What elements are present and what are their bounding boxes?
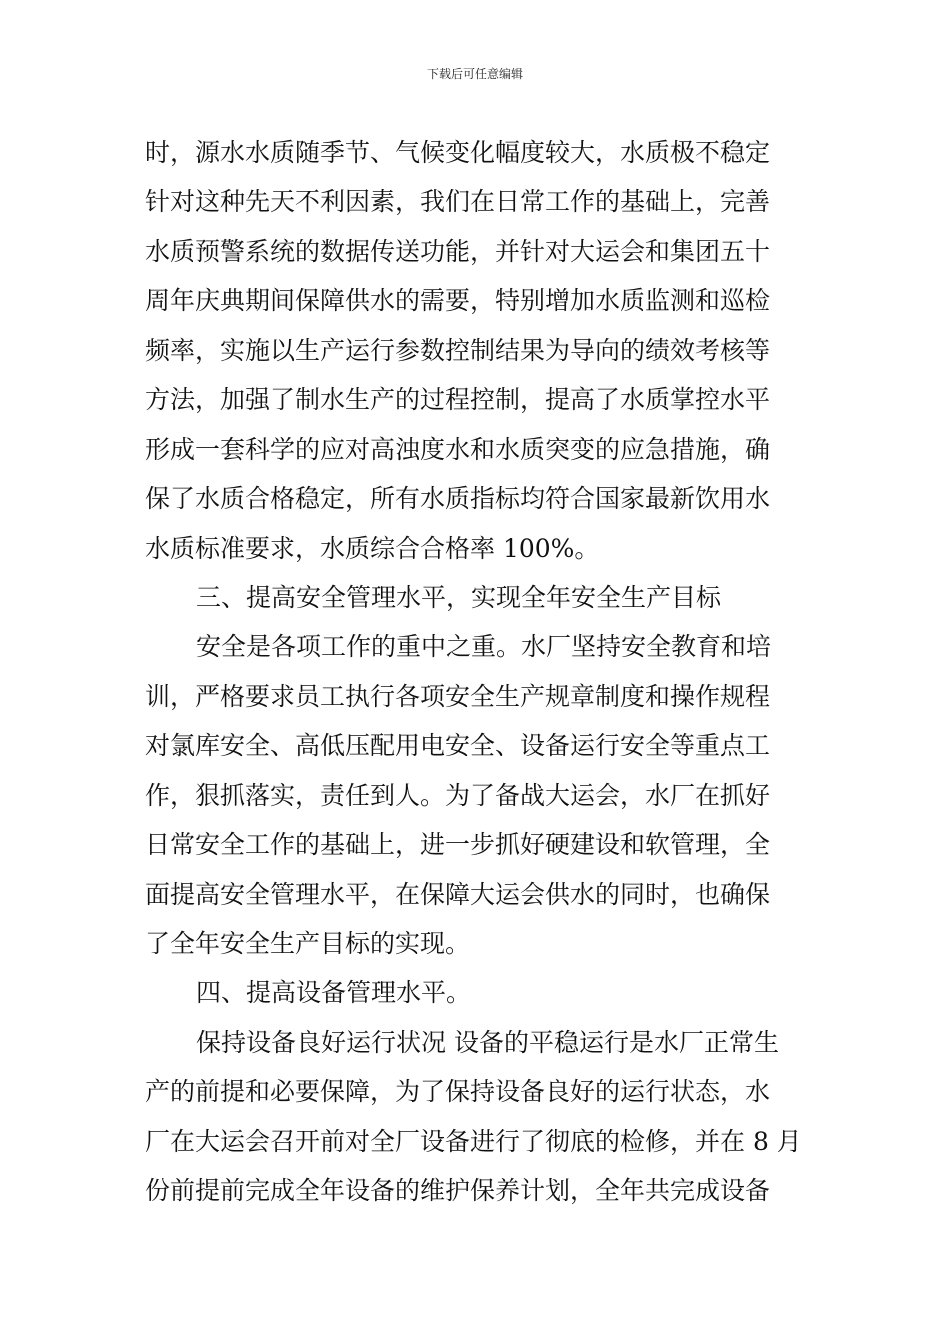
text-line: 方法，加强了制水生产的过程控制，提高了水质掌控水平 (145, 385, 771, 415)
text-line: 日常安全工作的基础上，进一步抓好硬建设和软管理，全 (145, 830, 771, 860)
text-line: 周年庆典期间保障供水的需要，特别增加水质监测和巡检 (145, 286, 771, 316)
section-heading: 三、提高安全管理水平，实现全年安全生产目标 (196, 582, 722, 612)
paragraph-first-line: 保持设备良好运行状况 设备的平稳运行是水厂正常生 (196, 1027, 779, 1057)
text-line: 作，狠抓落实，责任到人。为了备战大运会，水厂在抓好 (145, 780, 771, 810)
text-line: 训，严格要求员工执行各项安全生产规章制度和操作规程 (145, 681, 771, 711)
text-line: 份前提前完成全年设备的维护保养计划，全年共完成设备 (145, 1176, 771, 1206)
text-line: 面提高安全管理水平，在保障大运会供水的同时，也确保 (145, 879, 771, 909)
page-header: 下载后可任意编辑 (426, 67, 523, 81)
text-line: 水质预警系统的数据传送功能，并针对大运会和集团五十 (145, 236, 771, 266)
text-line: 保了水质合格稳定，所有水质指标均符合国家最新饮用水 (145, 484, 771, 514)
text-line: 频率，实施以生产运行参数控制结果为导向的绩效考核等 (145, 335, 771, 365)
text-line: 产的前提和必要保障，为了保持设备良好的运行状态，水 (145, 1077, 771, 1107)
paragraph-first-line: 安全是各项工作的重中之重。水厂坚持安全教育和培 (196, 632, 772, 662)
text-line: 水质标准要求，水质综合合格率 100%。 (145, 533, 600, 563)
text-line: 针对这种先天不利因素，我们在日常工作的基础上，完善 (145, 187, 771, 217)
text-line: 了全年安全生产目标的实现。 (145, 929, 471, 958)
text-line: 厂在大运会召开前对全厂设备进行了彻底的检修，并在 8 月 (145, 1126, 802, 1156)
text-line: 时，源水水质随季节、气候变化幅度较大，水质极不稳定 (145, 138, 771, 167)
text-line: 形成一套科学的应对高浊度水和水质突变的应急措施，确 (145, 434, 771, 464)
text-line: 对氯库安全、高低压配用电安全、设备运行安全等重点工 (145, 731, 771, 761)
section-heading: 四、提高设备管理水平。 (196, 978, 472, 1008)
document-body (145, 128, 815, 1216)
